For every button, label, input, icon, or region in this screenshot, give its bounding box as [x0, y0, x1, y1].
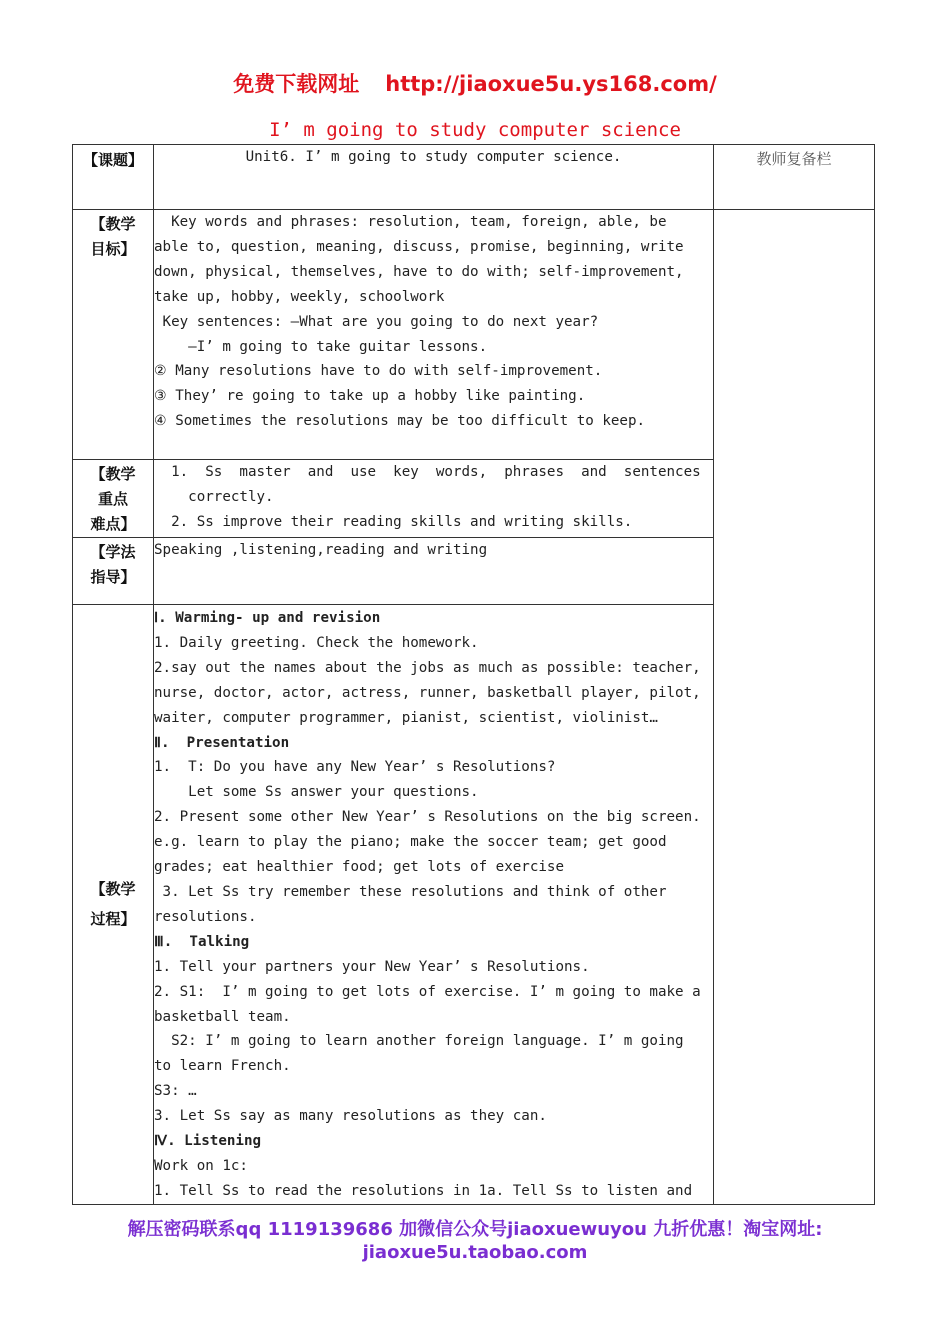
- topic-row: [73, 145, 875, 210]
- lesson-plan-table: [72, 144, 875, 1205]
- objectives-content-cell: [154, 210, 714, 460]
- process-line: 3. Let Ss say as many resolutions as they can.: [154, 1108, 547, 1125]
- footer-taobao-link[interactable]: jiaoxue5u.taobao.com: [362, 1242, 588, 1263]
- key-points-content-cell: [154, 460, 714, 538]
- process-line: resolutions.: [154, 908, 257, 925]
- download-header: [0, 68, 950, 98]
- key-points-line: 1. Ss master and use key words, phrases and sentences: [154, 464, 701, 480]
- objectives-line: ④ Sometimes the resolutions may be too difficult to keep.: [154, 413, 646, 430]
- study-guide-label-line: 【学法: [90, 543, 136, 561]
- process-line: 2.say out the names about the jobs as much as possible: teacher,: [154, 659, 701, 676]
- study-guide-label-cell: [73, 538, 154, 605]
- process-label-line: 【教学: [90, 880, 136, 899]
- process-label-cell: [73, 605, 154, 1205]
- study-guide-content: Speaking ,listening,reading and writing: [154, 542, 488, 558]
- process-line: S2: I’ m going to learn another foreign language. I’ m going: [154, 1033, 684, 1050]
- objectives-line: able to, question, meaning, discuss, promise, beginning, write: [154, 238, 684, 255]
- key-points-label-line: 【教学: [90, 465, 136, 483]
- process-line: 2. Present some other New Year’ s Resolutions on the big screen.: [154, 809, 701, 826]
- topic-label-cell: [73, 145, 154, 210]
- objectives-line: down, physical, themselves, have to do with; self-improvement,: [154, 263, 684, 280]
- header-url-link[interactable]: http://jiaoxue5u.ys168.com/: [385, 72, 717, 96]
- process-line: Work on 1c:: [154, 1157, 248, 1174]
- key-points-label-line: 难点】: [90, 515, 136, 533]
- header-label: 免费下载网址: [233, 72, 360, 96]
- page-title: I’ m going to study computer science: [269, 119, 681, 141]
- footer-line: 解压密码联系qq 1119139686 加微信公众号jiaoxuewuyou 九折优惠！淘宝网址:: [127, 1219, 823, 1240]
- process-line: 2. S1: I’ m going to get lots of exercise. I’ m going to make a: [154, 983, 701, 1000]
- process-section-heading: Ⅰ. Warming- up and revision: [154, 610, 381, 626]
- objectives-line: Key words and phrases: resolution, team, foreign, able, be: [154, 214, 667, 230]
- process-line: e.g. learn to play the piano; make the soccer team; get good: [154, 834, 667, 851]
- objectives-row: [73, 210, 875, 460]
- objectives-line: —I’ m going to take guitar lessons.: [154, 338, 488, 355]
- process-section-heading: Ⅱ. Presentation: [154, 734, 290, 751]
- process-line: 1. Tell your partners your New Year’ s Resolutions.: [154, 958, 590, 975]
- topic-content-cell: [154, 145, 714, 210]
- key-points-line: correctly.: [154, 488, 274, 505]
- teacher-notes-column: [714, 210, 875, 1205]
- process-line: Let some Ss answer your questions.: [154, 784, 479, 801]
- teacher-notes-header: 教师复备栏: [756, 150, 832, 168]
- process-lines: [154, 606, 713, 1204]
- objectives-line: Key sentences: —What are you going to do next year?: [154, 313, 599, 330]
- study-guide-label-line: 指导】: [90, 568, 136, 586]
- process-line: 3. Let Ss try remember these resolutions and think of other: [154, 883, 667, 900]
- process-line: 1. Tell Ss to read the resolutions in 1a. Tell Ss to listen and: [154, 1182, 693, 1199]
- objectives-label-line: 【教学: [90, 215, 136, 233]
- objectives-line: take up, hobby, weekly, schoolwork: [154, 288, 445, 305]
- key-points-line: 2. Ss improve their reading skills and writing skills.: [154, 513, 633, 530]
- topic-label: 【课题】: [82, 151, 143, 169]
- process-line: waiter, computer programmer, pianist, scientist, violinist…: [154, 709, 658, 726]
- objectives-label-cell: [73, 210, 154, 460]
- topic-content: Unit6. I’ m going to study computer science.: [245, 149, 622, 165]
- footer-promo: [0, 1218, 950, 1264]
- objectives-label-line: 目标】: [90, 240, 136, 258]
- process-section-heading: Ⅳ. Listening: [154, 1133, 262, 1150]
- teacher-notes-header-cell: [714, 145, 875, 210]
- process-line: S3: …: [154, 1083, 197, 1100]
- process-line: to learn French.: [154, 1058, 291, 1075]
- process-line: grades; eat healthier food; get lots of exercise: [154, 859, 564, 876]
- objectives-line: ② Many resolutions have to do with self-improvement.: [154, 363, 603, 380]
- objectives-line: ③ They’ re going to take up a hobby like painting.: [154, 388, 586, 405]
- process-line: 1. T: Do you have any New Year’ s Resolutions?: [154, 759, 556, 776]
- process-line: nurse, doctor, actor, actress, runner, basketball player, pilot,: [154, 684, 701, 701]
- process-label-line: 过程】: [90, 910, 136, 929]
- process-line: basketball team.: [154, 1008, 291, 1025]
- study-guide-content-cell: [154, 538, 714, 605]
- key-points-label-line: 重点: [97, 490, 128, 508]
- process-section-heading: Ⅲ. Talking: [154, 933, 250, 950]
- process-line: 1. Daily greeting. Check the homework.: [154, 634, 479, 651]
- key-points-label-cell: [73, 460, 154, 538]
- process-content-cell: [154, 605, 714, 1205]
